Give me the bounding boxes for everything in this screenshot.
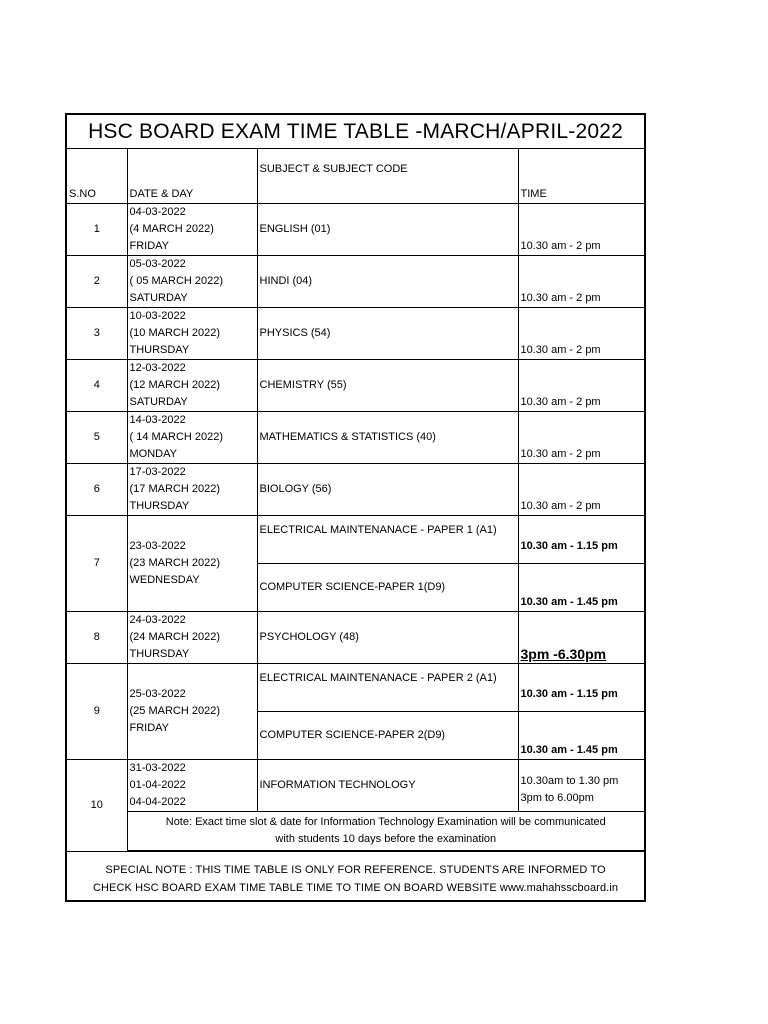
- row-sno: 4: [66, 360, 127, 412]
- row-date: 10-03-2022 (10 MARCH 2022) THURSDAY: [127, 308, 257, 360]
- row-date: 31-03-2022 01-04-2022 04-04-2022: [127, 760, 257, 812]
- row-sno: 10: [66, 760, 127, 852]
- row-date: 12-03-2022 (12 MARCH 2022) SATURDAY: [127, 360, 257, 412]
- row-subject: PHYSICS (54): [257, 308, 518, 360]
- page-title: HSC BOARD EXAM TIME TABLE -MARCH/APRIL-2022: [66, 114, 645, 149]
- table-row: [66, 516, 645, 564]
- row-subject: BIOLOGY (56): [257, 464, 518, 516]
- row-subject: CHEMISTRY (55): [257, 360, 518, 412]
- row-sno: 7: [66, 516, 127, 612]
- row-subject: ENGLISH (01): [257, 204, 518, 256]
- row-time: 10.30 am - 1.15 pm: [518, 516, 645, 564]
- row-time: 3pm -6.30pm: [518, 612, 645, 664]
- table-row: [66, 612, 645, 664]
- row-time: 10.30 am - 1.15 pm: [518, 664, 645, 712]
- header-time: TIME: [518, 149, 645, 204]
- row-sno: 3: [66, 308, 127, 360]
- row-sno: 6: [66, 464, 127, 516]
- table-row: [66, 256, 645, 308]
- row-subject: ELECTRICAL MAINTENANACE - PAPER 2 (A1): [257, 664, 518, 712]
- it-exam-note: Note: Exact time slot & date for Information Technology Examination will be communicated with students 10 days before the examination: [127, 812, 645, 852]
- header-subject: SUBJECT & SUBJECT CODE: [257, 149, 518, 204]
- special-note: SPECIAL NOTE : THIS TIME TABLE IS ONLY FOR REFERENCE. STUDENTS ARE INFORMED TO CHECK HSC BOARD EXAM TIME TABLE TIME TO TIME ON BOARD WEBSITE www.mahahsscboard.in: [66, 851, 645, 901]
- row-subject: MATHEMATICS & STATISTICS (40): [257, 412, 518, 464]
- row-time: 10.30 am - 2 pm: [518, 308, 645, 360]
- row-subject: PSYCHOLOGY (48): [257, 612, 518, 664]
- header-sno: S.NO: [66, 149, 127, 204]
- row-time: 10.30 am - 2 pm: [518, 464, 645, 516]
- row-date: 23-03-2022 (23 MARCH 2022) WEDNESDAY: [127, 516, 257, 612]
- row-date: 25-03-2022 (25 MARCH 2022) FRIDAY: [127, 664, 257, 760]
- row-sno: 1: [66, 204, 127, 256]
- table-row: [66, 412, 645, 464]
- table-row: [66, 760, 645, 812]
- row-sno: 2: [66, 256, 127, 308]
- row-time: 10.30 am - 1.45 pm: [518, 712, 645, 760]
- row-subject: HINDI (04): [257, 256, 518, 308]
- row-time: 10.30 am - 2 pm: [518, 360, 645, 412]
- row-time: 10.30 am - 1.45 pm: [518, 564, 645, 612]
- row-subject: INFORMATION TECHNOLOGY: [257, 760, 518, 812]
- row-date: 24-03-2022 (24 MARCH 2022) THURSDAY: [127, 612, 257, 664]
- row-date: 17-03-2022 (17 MARCH 2022) THURSDAY: [127, 464, 257, 516]
- row-time: 10.30 am - 2 pm: [518, 204, 645, 256]
- row-time: 10.30am to 1.30 pm 3pm to 6.00pm: [518, 760, 645, 812]
- row-time: 10.30 am - 2 pm: [518, 256, 645, 308]
- row-subject: ELECTRICAL MAINTENANACE - PAPER 1 (A1): [257, 516, 518, 564]
- row-sno: 8: [66, 612, 127, 664]
- row-date: 14-03-2022 ( 14 MARCH 2022) MONDAY: [127, 412, 257, 464]
- table-row: [66, 204, 645, 256]
- row-sno: 5: [66, 412, 127, 464]
- table-row: [66, 464, 645, 516]
- exam-time-table: [65, 113, 646, 902]
- header-date-day: DATE & DAY: [127, 149, 257, 204]
- table-row: [66, 664, 645, 712]
- row-date: 05-03-2022 ( 05 MARCH 2022) SATURDAY: [127, 256, 257, 308]
- row-sno: 9: [66, 664, 127, 760]
- row-subject: COMPUTER SCIENCE-PAPER 2(D9): [257, 712, 518, 760]
- row-subject: COMPUTER SCIENCE-PAPER 1(D9): [257, 564, 518, 612]
- table-row: [66, 360, 645, 412]
- row-time: 10.30 am - 2 pm: [518, 412, 645, 464]
- row-date: 04-03-2022 (4 MARCH 2022) FRIDAY: [127, 204, 257, 256]
- table-row: [66, 308, 645, 360]
- header-row: [66, 149, 645, 204]
